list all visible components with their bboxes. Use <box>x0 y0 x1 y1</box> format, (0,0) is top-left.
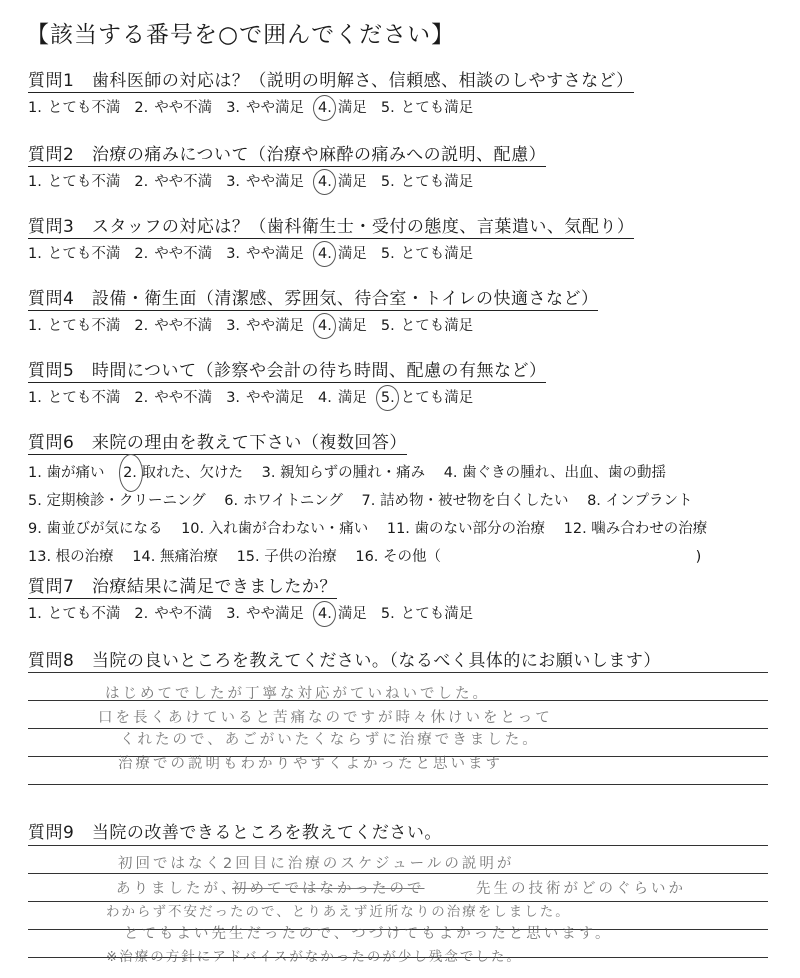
option-5[interactable] <box>381 602 473 623</box>
option-4[interactable] <box>318 96 367 117</box>
option-1[interactable] <box>28 242 120 263</box>
struck-text: 初めてではなかったので <box>232 881 425 897</box>
option-9[interactable]: 9. 歯並びが気になる <box>28 521 163 537</box>
option-number: 5. <box>380 174 395 190</box>
option-label: とても不満 <box>47 246 121 262</box>
option-label: 満足 <box>337 100 367 116</box>
option-label: 満足 <box>337 174 367 190</box>
option-number: 4. <box>318 318 332 334</box>
option-4[interactable] <box>318 602 367 623</box>
answer-circle <box>119 454 143 492</box>
option-number: 3. <box>226 246 241 262</box>
option-label: とても満足 <box>400 390 474 406</box>
option-label: とても満足 <box>400 246 474 262</box>
option-number: 3. <box>226 318 241 334</box>
option-1[interactable] <box>28 602 120 623</box>
question-title: 質問9 当院の改善できるところを教えてください。 <box>28 823 442 843</box>
option-label: とても満足 <box>400 100 474 116</box>
option-label: やや不満 <box>154 390 213 406</box>
option-3[interactable] <box>226 386 304 407</box>
option-5[interactable] <box>381 386 473 407</box>
option-label: やや満足 <box>246 318 305 334</box>
option-11[interactable]: 11. 歯のない部分の治療 <box>386 521 546 537</box>
option-number: 5. <box>380 318 395 334</box>
question-title: 質問2 治療の痛みについて（治療や麻酔の痛みへの説明、配慮） <box>28 140 546 167</box>
question-7 <box>28 572 487 623</box>
option-number: 2. <box>134 174 149 190</box>
question-5 <box>28 356 546 407</box>
option-3[interactable] <box>226 96 304 117</box>
option-label: とても満足 <box>400 606 474 622</box>
option-4[interactable] <box>318 242 367 263</box>
handwritten-answer-line: わからず不安だったので、とりあえず近所なりの治療をしました。 <box>106 904 571 920</box>
question-title: 質問1 歯科医師の対応は？（説明の明解さ、信頼感、相談のしやすさなど） <box>28 66 634 93</box>
answer-circle <box>313 169 336 195</box>
option-number: 5. <box>381 390 395 406</box>
option-3[interactable] <box>226 314 304 335</box>
option-16[interactable]: 16. その他（ <box>355 549 442 565</box>
handwritten-answer-line: 口を長くあけていると苦痛なのですが時々休けいをとって <box>98 710 553 726</box>
handwritten-answer-line: 治療での説明もわかりやすくよかったと思います <box>118 756 503 772</box>
option-12[interactable]: 12. 噛み合わせの治療 <box>563 521 708 537</box>
answer-circle <box>313 601 336 627</box>
option-number: 2. <box>134 318 149 334</box>
option-number: 1. <box>28 390 42 406</box>
option-label: とても不満 <box>47 606 121 622</box>
option-number: 3. <box>226 390 241 406</box>
option-number: 5. <box>380 100 395 116</box>
question-8 <box>28 646 661 672</box>
option-label: やや不満 <box>154 606 213 622</box>
handwritten-answer-line: 先生の技術がどのぐらいか <box>476 881 686 897</box>
option-2[interactable]: 2. 取れた、欠けた <box>123 459 243 487</box>
option-label: 満足 <box>337 246 367 262</box>
answer-circle <box>313 95 336 121</box>
option-number: 5. <box>380 246 395 262</box>
option-number: 4. <box>318 246 332 262</box>
option-number: 2. <box>134 606 149 622</box>
option-number: 1. <box>28 100 42 116</box>
option-1[interactable] <box>28 386 120 407</box>
question-title: 質問5 時間について（診察や会計の待ち時間、配慮の有無など） <box>28 356 546 383</box>
option-number: 1. <box>28 318 42 334</box>
option-16-close: ) <box>695 549 702 565</box>
option-1[interactable] <box>28 96 120 117</box>
option-label: やや不満 <box>154 318 213 334</box>
option-label: やや満足 <box>246 390 305 406</box>
question-title: 質問3 スタッフの対応は？（歯科衛生士・受付の態度、言葉遣い、気配り） <box>28 212 634 239</box>
option-4[interactable] <box>318 386 367 407</box>
option-5[interactable] <box>381 96 473 117</box>
option-number: 5. <box>380 606 395 622</box>
option-3[interactable] <box>226 242 304 263</box>
option-label: とても不満 <box>47 100 121 116</box>
option-5[interactable] <box>381 242 473 263</box>
option-label: とても不満 <box>47 390 121 406</box>
option-13[interactable]: 13. 根の治療 <box>28 549 114 565</box>
question-6 <box>28 428 707 571</box>
option-number: 2. <box>134 100 149 116</box>
option-1[interactable]: 1. 歯が痛い <box>28 465 105 481</box>
answer-circle <box>313 241 336 267</box>
option-3[interactable]: 3. 親知らずの腫れ・痛み <box>261 465 426 481</box>
option-label: 満足 <box>337 390 367 406</box>
option-number: 2. <box>134 246 149 262</box>
page-title: 【該当する番号を○で囲んでください】 <box>26 22 456 48</box>
option-label: 満足 <box>337 318 367 334</box>
option-number: 4. <box>318 174 332 190</box>
option-label: やや不満 <box>154 246 213 262</box>
question-3 <box>28 212 634 263</box>
option-label: とても満足 <box>400 318 474 334</box>
option-8[interactable]: 8. インプラント <box>587 493 693 509</box>
option-4[interactable] <box>318 314 367 335</box>
option-label: やや満足 <box>246 606 305 622</box>
option-7[interactable]: 7. 詰め物・被せ物を白くしたい <box>361 493 569 509</box>
option-2[interactable] <box>134 170 212 191</box>
handwritten-answer-line: ありましたが、 <box>116 881 239 897</box>
option-number: 3. <box>226 174 241 190</box>
option-number: 4. <box>318 100 332 116</box>
question-title: 質問6 来院の理由を教えて下さい（複数回答） <box>28 428 407 455</box>
option-label: とても不満 <box>47 174 121 190</box>
option-label: やや満足 <box>246 174 305 190</box>
handwritten-answer-line: 初回ではなく2回目に治療のスケジュールの説明が <box>118 856 515 872</box>
option-10[interactable]: 10. 入れ歯が合わない・痛い <box>181 521 369 537</box>
option-5[interactable]: 5. 定期検診・クリーニング <box>28 493 206 509</box>
question-title: 質問7 治療結果に満足できましたか？ <box>28 572 337 599</box>
answer-circle <box>313 313 336 339</box>
handwritten-answer-line: はじめてでしたが丁寧な対応がていねいでした。 <box>105 686 490 702</box>
option-5[interactable] <box>381 314 473 335</box>
option-2[interactable] <box>134 96 212 117</box>
question-title: 質問8 当院の良いところを教えてください。（なるべく具体的にお願いします） <box>28 651 661 671</box>
question-1 <box>28 66 634 117</box>
option-number: 1. <box>28 246 42 262</box>
option-label: とても不満 <box>47 318 121 334</box>
option-number: 3. <box>226 606 241 622</box>
option-14[interactable]: 14. 無痛治療 <box>132 549 218 565</box>
option-3[interactable] <box>226 170 304 191</box>
option-label: やや不満 <box>154 100 213 116</box>
option-2[interactable] <box>134 242 212 263</box>
option-1[interactable] <box>28 314 120 335</box>
option-2[interactable] <box>134 386 212 407</box>
option-number: 4. <box>318 390 332 406</box>
question-title: 質問4 設備・衛生面（清潔感、雰囲気、待合室・トイレの快適さなど） <box>28 284 598 311</box>
option-3[interactable] <box>226 602 304 623</box>
option-number: 2. <box>134 390 149 406</box>
option-4[interactable]: 4. 歯ぐきの腫れ、出血、歯の動揺 <box>443 465 666 481</box>
option-label: やや満足 <box>246 246 305 262</box>
option-5[interactable] <box>381 170 473 191</box>
option-4[interactable] <box>318 170 367 191</box>
option-label: やや不満 <box>154 174 213 190</box>
option-1[interactable] <box>28 170 120 191</box>
option-number: 1. <box>28 606 42 622</box>
option-6[interactable]: 6. ホワイトニング <box>224 493 343 509</box>
handwritten-answer-line: とてもよい先生だったので、つづけてもよかったと思います。 <box>124 926 613 942</box>
option-2[interactable] <box>134 314 212 335</box>
handwritten-answer-line: ※治療の方針にアドバイスがなかったのが少し残念でした。 <box>106 949 522 965</box>
option-number: 3. <box>226 100 241 116</box>
option-label: とても満足 <box>400 174 474 190</box>
option-2[interactable] <box>134 602 212 623</box>
option-number: 1. <box>28 174 42 190</box>
handwritten-answer-line: くれたので、あごがいたくならずに治療できました。 <box>120 732 540 748</box>
question-2 <box>28 140 546 191</box>
question-4 <box>28 284 598 335</box>
question-9 <box>28 818 442 844</box>
option-15[interactable]: 15. 子供の治療 <box>236 549 337 565</box>
option-number: 4. <box>318 606 332 622</box>
option-label: やや満足 <box>246 100 305 116</box>
answer-circle <box>376 385 399 411</box>
option-label: 満足 <box>337 606 367 622</box>
